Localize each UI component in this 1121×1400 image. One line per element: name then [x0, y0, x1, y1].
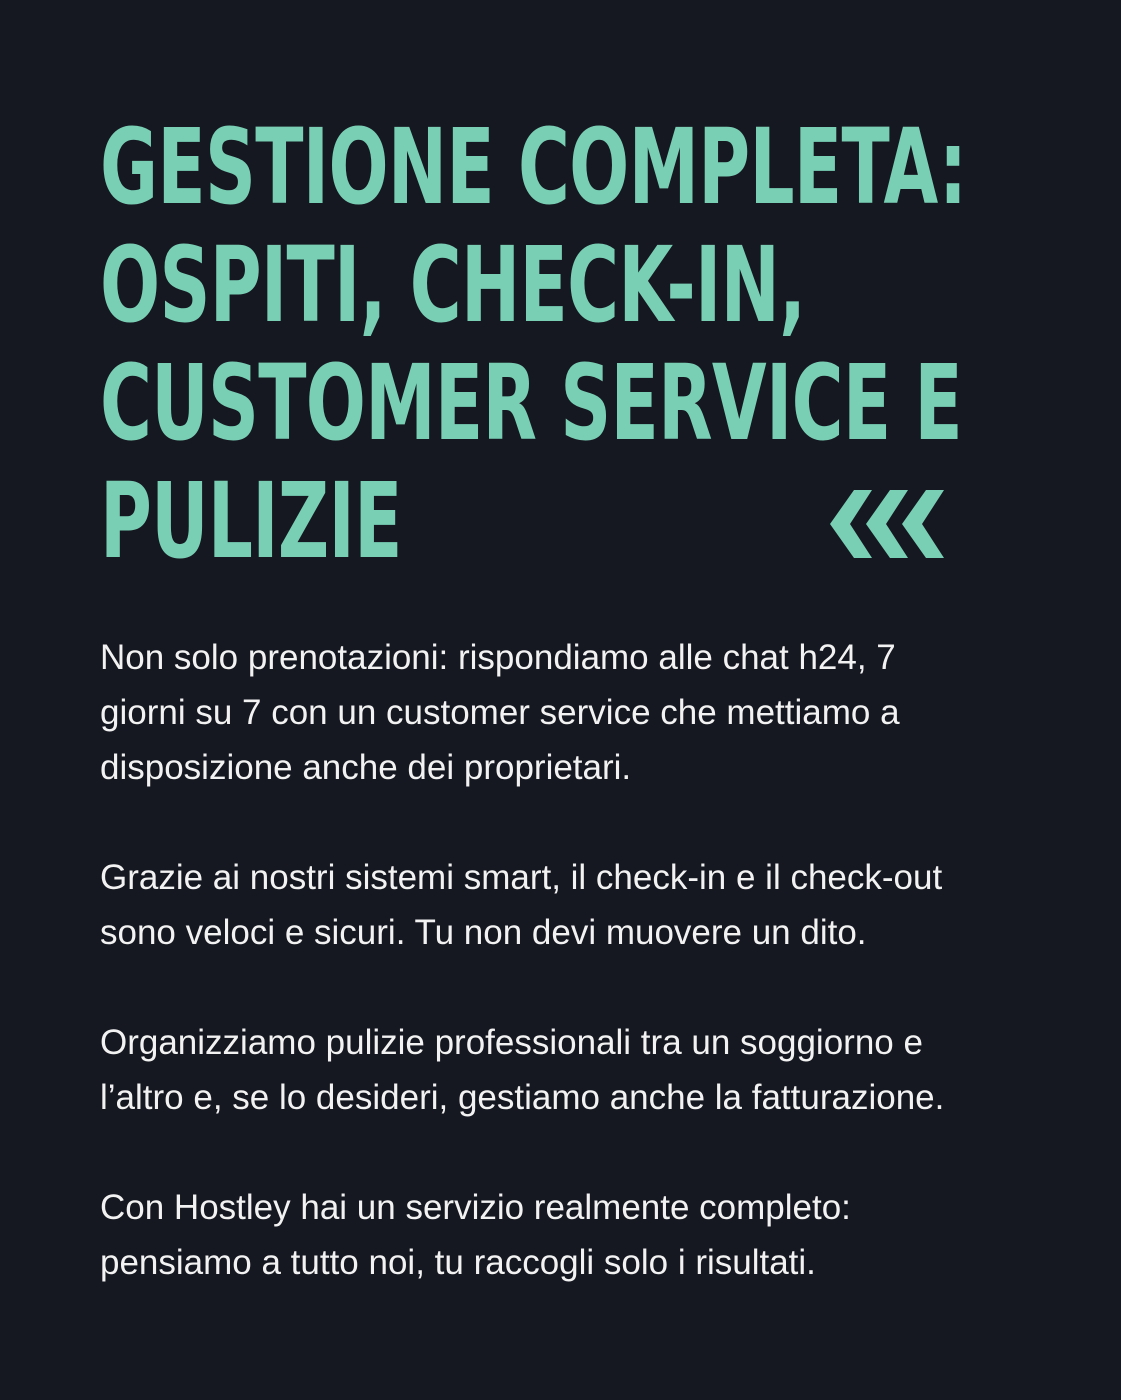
paragraph-cleaning [100, 1015, 1020, 1125]
paragraph-line: l’altro e, se lo desideri, gestiamo anche la fatturazione. [100, 1078, 945, 1117]
paragraph-line: Grazie ai nostri sistemi smart, il check-in e il check-out [100, 858, 943, 897]
paragraph-complete-service [100, 1180, 1020, 1290]
triple-chevron-left-icon [826, 490, 950, 558]
headline-line-3: CUSTOMER SERVICE E [100, 342, 963, 464]
paragraph-line: Non solo prenotazioni: rispondiamo alle chat h24, 7 [100, 638, 896, 677]
paragraph-line: Organizziamo pulizie professionali tra un soggiorno e [100, 1023, 923, 1062]
paragraph-line: giorni su 7 con un customer service che mettiamo a [100, 693, 900, 732]
headline-line-4: PULIZIE [100, 460, 402, 582]
headline-line-2: OSPITI, CHECK-IN, [100, 224, 806, 346]
paragraph-check-in [100, 850, 1020, 960]
body-copy [100, 630, 1020, 1345]
paragraph-line: pensiamo a tutto noi, tu raccogli solo i risultati. [100, 1243, 816, 1282]
paragraph-chat-support [100, 630, 1020, 795]
paragraph-line: sono veloci e sicuri. Tu non devi muovere un dito. [100, 913, 867, 952]
paragraph-line: disposizione anche dei proprietari. [100, 748, 632, 787]
headline-line-1: GESTIONE COMPLETA: [100, 106, 967, 228]
paragraph-line: Con Hostley hai un servizio realmente completo: [100, 1188, 851, 1227]
